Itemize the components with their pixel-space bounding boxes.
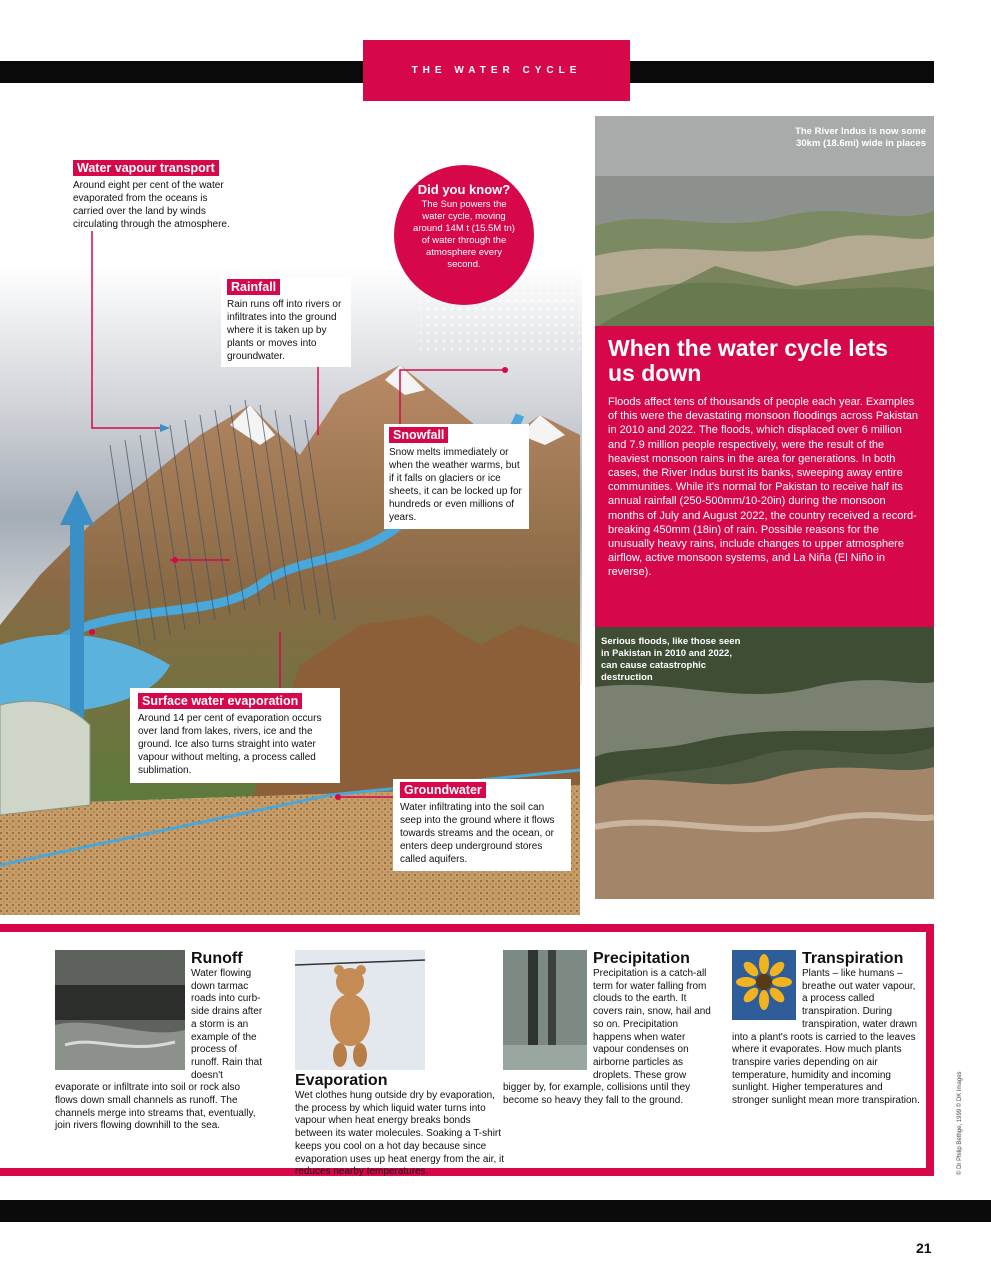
evaporation-thumbnail (295, 950, 425, 1070)
column-text: Plants – like humans – breathe out water vapour, a process called transpiration. During transpiration, water drawn into a plant's roots is carried to the leaves where it evaporates. How much plants transpire varies depending on air temperature, humidity and incoming sunlight. Higher temperatures and stronger sunlight mean more transpiration. (732, 968, 920, 1107)
column-text: Water flowing down tarmac roads into curb-side drains after a storm is an example of the process of runoff. Rain that doesn't evaporate or infiltrate into soil or rock also flows down small channels as runoff. The channels merge into streams that, eventually, join rivers flowing downhill to the sea. (55, 968, 263, 1132)
label-text: Around eight per cent of the water evaporated from the oceans is carried over the land by winds circulating through the atmosphere. (73, 180, 230, 230)
image-credit: © Dr Philip Bethge, 1999 © DK Images (957, 1071, 963, 1175)
feature-box (595, 326, 934, 627)
column-title: Precipitation (593, 950, 690, 967)
column-title: Evaporation (295, 1072, 388, 1089)
column-runoff (55, 950, 265, 1133)
runoff-thumbnail (55, 950, 185, 1070)
label-text: Around 14 per cent of evaporation occurs over land from lakes, rivers, ice and the ground. Ice also turns straight into water vapour without melting, a process called sublimation. (138, 713, 322, 776)
column-precipitation (503, 950, 713, 1108)
transpiration-thumbnail (732, 950, 796, 1020)
label-rainfall (221, 277, 351, 367)
column-title: Runoff (191, 950, 243, 967)
label-water-vapour-transport (73, 160, 238, 231)
river-indus-caption: The River Indus is now some 30km (18.6mi) wide in places (795, 126, 926, 149)
label-text: Water infiltrating into the soil can seep into the ground where it flows towards streams and the ocean, or enters deep underground stores called aquifers. (400, 802, 555, 865)
column-text: Wet clothes hung outside dry by evaporation, the process by which liquid water turns into vapour when heat energy breaks bonds between its water molecules. Soaking a T-shirt keeps you cool on a hot day because since evaporation uses up heat energy from the air, it reduces nearby temperatures. (295, 1090, 505, 1178)
column-transpiration (732, 950, 922, 1108)
label-groundwater (393, 779, 571, 871)
column-title: Transpiration (802, 950, 904, 967)
precipitation-thumbnail (503, 950, 587, 1070)
did-you-know-title: Did you know? (417, 182, 511, 197)
section-header-tab: THE WATER CYCLE (363, 40, 630, 101)
flood-photo (595, 627, 934, 899)
label-snowfall (384, 424, 529, 529)
river-indus-photo (595, 116, 934, 328)
label-title: Snowfall (389, 427, 448, 443)
label-text: Rain runs off into rivers or infiltrates into the ground where it is taken up by plants or moves into groundwater. (227, 299, 342, 362)
label-title: Rainfall (227, 279, 280, 295)
label-title: Surface water evaporation (138, 693, 302, 709)
label-text: Snow melts immediately or when the weather warms, but if it falls on glaciers or ice sheets, it can be locked up for hundreds or even millions of years. (389, 447, 522, 523)
feature-body: Floods affect tens of thousands of people each year. Examples of this were the devastating monsoon floodings across Pakistan in 2010 and 2022. The floods, which displaced over 6 million and 7.9 million people respectively, were the result of the heaviest monsoon rains in the area for generations. In both cases, the River Indus burst its banks, sweeping away entire communities. While it's normal for Pakistan to receive half its annual rainfall (250-500mm/10-20in) during the monsoon months of July and August 2022, the country received a record-breaking 450mm (18in) of rain. Possible reasons for the unusually heavy rains, include changes to upper atmosphere airflow, active monsoon systems, and La Niña (El Niño in reverse). (608, 396, 919, 579)
column-text: Precipitation is a catch-all term for water falling from clouds to the earth. It covers rain, snow, hail and so on. Precipitation happens when water vapour condenses on airborne particles as droplets. These grow bigger by, for example, collisions until they become so heavy they fall to the ground. (503, 968, 711, 1107)
bottom-black-bar (0, 1200, 991, 1222)
label-title: Water vapour transport (73, 160, 219, 176)
did-you-know-text: The Sun powers the water cycle, moving around 14M t (15.5M tn) of water through the atmosphere every second. (413, 199, 515, 270)
did-you-know-circle (394, 165, 534, 305)
column-evaporation (295, 950, 505, 1179)
flood-caption: Serious floods, like those seen in Pakistan in 2010 and 2022, can cause catastrophic destruction (601, 636, 741, 683)
feature-title: When the water cycle lets us down (608, 335, 888, 386)
page-number: 21 (916, 1240, 932, 1256)
label-title: Groundwater (400, 782, 486, 798)
label-surface-water-evaporation (130, 688, 340, 783)
